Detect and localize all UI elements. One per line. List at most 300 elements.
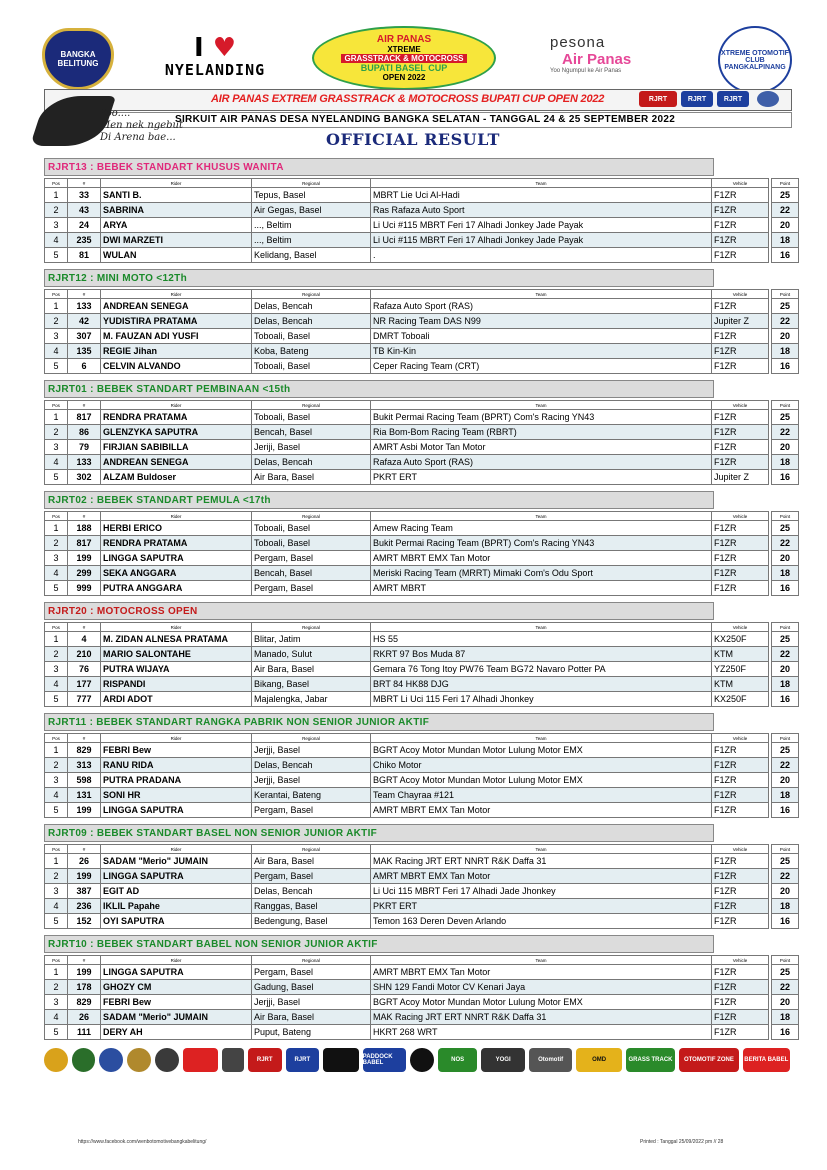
cell-pos: 5 — [45, 692, 68, 707]
cell-point: 25 — [772, 521, 799, 536]
table-row — [45, 788, 799, 803]
cell-num: 131 — [68, 788, 101, 803]
cell-vehicle: F1ZR — [712, 455, 769, 470]
cell-pos: 3 — [45, 551, 68, 566]
cell-point: 25 — [772, 632, 799, 647]
cell-team: Ria Bom-Bom Racing Team (RBRT) — [371, 425, 712, 440]
cell-team: Ceper Racing Team (CRT) — [371, 359, 712, 374]
class-section — [44, 269, 790, 374]
heart-icon: ♥ — [212, 33, 237, 63]
column-header-team: Team — [371, 734, 712, 743]
table-row — [45, 965, 799, 980]
cell-regional: Puput, Bateng — [252, 1025, 371, 1040]
cell-regional: Toboali, Basel — [252, 329, 371, 344]
table-row — [45, 329, 799, 344]
cell-point: 22 — [772, 758, 799, 773]
cell-pos: 1 — [45, 632, 68, 647]
cell-regional: Bikang, Basel — [252, 677, 371, 692]
cell-vehicle: F1ZR — [712, 521, 769, 536]
cell-pos: 2 — [45, 203, 68, 218]
cell-point: 18 — [772, 344, 799, 359]
results-table — [44, 400, 799, 485]
cell-num: 79 — [68, 440, 101, 455]
results-table — [44, 289, 799, 374]
column-header-regional: Regional — [252, 956, 371, 965]
cell-regional: Jerjji, Basel — [252, 743, 371, 758]
cell-point: 20 — [772, 218, 799, 233]
sponsor-strip — [44, 1046, 790, 1074]
table-header-row — [45, 845, 799, 854]
cell-vehicle: F1ZR — [712, 914, 769, 929]
column-header-vehicle: Vehicle — [712, 401, 769, 410]
column-header-pos: Pos — [45, 956, 68, 965]
cell-pos: 5 — [45, 359, 68, 374]
table-row — [45, 440, 799, 455]
cell-pos: 4 — [45, 1010, 68, 1025]
cell-rider: WULAN — [101, 248, 252, 263]
cell-vehicle: F1ZR — [712, 773, 769, 788]
cell-num: 817 — [68, 536, 101, 551]
cell-point: 18 — [772, 677, 799, 692]
cell-rider: EGIT AD — [101, 884, 252, 899]
cell-pos: 4 — [45, 566, 68, 581]
cell-num: 86 — [68, 425, 101, 440]
dragon-logo: Yoo.... Men nek ngebut Di Arena bae... — [38, 92, 188, 154]
cell-num: 4 — [68, 632, 101, 647]
class-title: RJRT12 : MINI MOTO <12Th — [44, 269, 714, 287]
cell-regional: Delas, Bencah — [252, 299, 371, 314]
footer-url[interactable]: https://www.facebook.com/wenbotomotivebangkabelitung/ — [78, 1139, 207, 1145]
cell-num: 133 — [68, 299, 101, 314]
column-header-rider: Rider — [101, 956, 252, 965]
cell-pos: 4 — [45, 233, 68, 248]
rjrt-badge: RJRT — [717, 91, 749, 107]
cell-rider: DERY AH — [101, 1025, 252, 1040]
table-row — [45, 884, 799, 899]
cell-vehicle: F1ZR — [712, 566, 769, 581]
cell-team: AMRT MBRT EMX Tan Motor — [371, 803, 712, 818]
cell-point: 22 — [772, 425, 799, 440]
cell-num: 829 — [68, 743, 101, 758]
sponsor-omd-logo: OMD — [576, 1048, 621, 1072]
cell-vehicle: F1ZR — [712, 203, 769, 218]
cell-regional: Air Bara, Basel — [252, 662, 371, 677]
class-title: RJRT02 : BEBEK STANDART PEMULA <17th — [44, 491, 714, 509]
cell-regional: Manado, Sulut — [252, 647, 371, 662]
cell-team: SHN 129 Fandi Motor CV Kenari Jaya — [371, 980, 712, 995]
cell-vehicle: F1ZR — [712, 359, 769, 374]
cell-point: 18 — [772, 566, 799, 581]
cell-team: Meriski Racing Team (MRRT) Mimaki Com's Odu Sport — [371, 566, 712, 581]
class-section — [44, 602, 790, 707]
cell-regional: Air Bara, Basel — [252, 1010, 371, 1025]
cell-num: 307 — [68, 329, 101, 344]
cell-pos: 5 — [45, 581, 68, 596]
cell-vehicle: F1ZR — [712, 980, 769, 995]
cell-rider: SADAM "Merio" JUMAIN — [101, 1010, 252, 1025]
cell-regional: Air Gegas, Basel — [252, 203, 371, 218]
column-header-pos: Pos — [45, 401, 68, 410]
cell-team: Rafaza Auto Sport (RAS) — [371, 299, 712, 314]
table-row — [45, 1025, 799, 1040]
cell-num: 299 — [68, 566, 101, 581]
cell-vehicle: F1ZR — [712, 899, 769, 914]
sponsor-rjrt-logo: RJRT — [248, 1048, 282, 1072]
column-header-rider: Rider — [101, 401, 252, 410]
cell-vehicle: F1ZR — [712, 188, 769, 203]
footer-print-info: Printed : Tanggal 25/09/2022 pm // 28 — [640, 1139, 724, 1145]
results-table — [44, 178, 799, 263]
cell-regional: ..., Beltim — [252, 218, 371, 233]
cell-team: Temon 163 Deren Deven Arlando — [371, 914, 712, 929]
cell-num: 817 — [68, 410, 101, 425]
table-row — [45, 677, 799, 692]
cell-pos: 2 — [45, 980, 68, 995]
table-row — [45, 359, 799, 374]
cell-regional: Toboali, Basel — [252, 521, 371, 536]
results-table — [44, 511, 799, 596]
column-header-team: Team — [371, 512, 712, 521]
sponsor-yogi-logo: YOGI — [481, 1048, 524, 1072]
column-header-regional: Regional — [252, 845, 371, 854]
cell-vehicle: KTM — [712, 647, 769, 662]
table-row — [45, 188, 799, 203]
cell-point: 25 — [772, 188, 799, 203]
cell-num: 152 — [68, 914, 101, 929]
column-header-team: Team — [371, 401, 712, 410]
cell-num: 43 — [68, 203, 101, 218]
cell-pos: 4 — [45, 455, 68, 470]
cell-rider: LINGGA SAPUTRA — [101, 551, 252, 566]
cell-pos: 1 — [45, 521, 68, 536]
cell-team: . — [371, 248, 712, 263]
cell-num: 76 — [68, 662, 101, 677]
cell-point: 22 — [772, 869, 799, 884]
cell-regional: Jeriji, Basel — [252, 440, 371, 455]
cell-point: 18 — [772, 788, 799, 803]
table-row — [45, 536, 799, 551]
i-love-nyelanding-logo: I ♥ NYELANDING — [164, 33, 266, 79]
cell-point: 20 — [772, 662, 799, 677]
cell-num: 199 — [68, 965, 101, 980]
sponsor-s-logo — [323, 1048, 359, 1072]
cell-point: 20 — [772, 884, 799, 899]
table-row — [45, 299, 799, 314]
cell-pos: 5 — [45, 914, 68, 929]
cell-pos: 4 — [45, 677, 68, 692]
cell-point: 25 — [772, 410, 799, 425]
cell-num: 302 — [68, 470, 101, 485]
cell-vehicle: F1ZR — [712, 425, 769, 440]
cell-point: 18 — [772, 455, 799, 470]
class-title: RJRT13 : BEBEK STANDART KHUSUS WANITA — [44, 158, 714, 176]
cell-num: 313 — [68, 758, 101, 773]
cell-pos: 3 — [45, 440, 68, 455]
class-title: RJRT09 : BEBEK STANDART BASEL NON SENIOR JUNIOR AKTIF — [44, 824, 714, 842]
cell-point: 20 — [772, 773, 799, 788]
cell-regional: Pergam, Basel — [252, 581, 371, 596]
table-row — [45, 647, 799, 662]
cell-regional: Pergam, Basel — [252, 965, 371, 980]
cell-regional: Kerantai, Bateng — [252, 788, 371, 803]
cell-regional: Delas, Bencah — [252, 884, 371, 899]
cell-vehicle: F1ZR — [712, 869, 769, 884]
cell-num: 387 — [68, 884, 101, 899]
cell-num: 199 — [68, 803, 101, 818]
class-section — [44, 380, 790, 485]
xtreme-otomotif-club-logo: XTREME OTOMOTIF CLUB PANGKALPINANG — [718, 26, 792, 94]
column-header-pos: Pos — [45, 179, 68, 188]
cell-point: 16 — [772, 359, 799, 374]
cell-pos: 3 — [45, 995, 68, 1010]
cell-team: Ras Rafaza Auto Sport — [371, 203, 712, 218]
cell-num: 210 — [68, 647, 101, 662]
cell-team: AMRT MBRT EMX Tan Motor — [371, 965, 712, 980]
cell-rider: ANDREAN SENEGA — [101, 299, 252, 314]
table-row — [45, 410, 799, 425]
cell-team: AMRT Asbi Motor Tan Motor — [371, 440, 712, 455]
column-header-point: Point — [772, 734, 799, 743]
sponsor-round-logo — [410, 1048, 434, 1072]
cell-vehicle: F1ZR — [712, 581, 769, 596]
cell-rider: ALZAM Buldoser — [101, 470, 252, 485]
cell-rider: GLENZYKA SAPUTRA — [101, 425, 252, 440]
cell-vehicle: KX250F — [712, 692, 769, 707]
cell-num: 598 — [68, 773, 101, 788]
table-header-row — [45, 734, 799, 743]
cell-vehicle: KTM — [712, 677, 769, 692]
cell-team: MAK Racing JRT ERT NNRT R&K Daffa 31 — [371, 854, 712, 869]
table-row — [45, 566, 799, 581]
cell-rider: DWI MARZETI — [101, 233, 252, 248]
cell-regional: Toboali, Basel — [252, 410, 371, 425]
class-title: RJRT20 : MOTOCROSS OPEN — [44, 602, 714, 620]
table-row — [45, 344, 799, 359]
table-row — [45, 692, 799, 707]
sponsor-nos-logo: NOS — [438, 1048, 478, 1072]
cell-vehicle: Jupiter Z — [712, 470, 769, 485]
cell-vehicle: F1ZR — [712, 248, 769, 263]
cell-rider: ARDI ADOT — [101, 692, 252, 707]
cell-team: AMRT MBRT EMX Tan Motor — [371, 551, 712, 566]
cell-team: AMRT MBRT — [371, 581, 712, 596]
cell-regional: Air Bara, Basel — [252, 470, 371, 485]
cell-pos: 2 — [45, 758, 68, 773]
cell-vehicle: F1ZR — [712, 1010, 769, 1025]
cell-rider: SONI HR — [101, 788, 252, 803]
cell-team: AMRT MBRT EMX Tan Motor — [371, 869, 712, 884]
cell-regional: Delas, Bencah — [252, 314, 371, 329]
column-header-point: Point — [772, 179, 799, 188]
column-header-vehicle: Vehicle — [712, 956, 769, 965]
cell-vehicle: F1ZR — [712, 299, 769, 314]
table-row — [45, 803, 799, 818]
column-header-regional: Regional — [252, 512, 371, 521]
table-row — [45, 1010, 799, 1025]
cell-rider: RENDRA PRATAMA — [101, 536, 252, 551]
cell-rider: RENDRA PRATAMA — [101, 410, 252, 425]
cell-rider: IKLIL Papahe — [101, 899, 252, 914]
cell-rider: ARYA — [101, 218, 252, 233]
column-header-point: Point — [772, 290, 799, 299]
column-header-num: # — [68, 623, 101, 632]
table-row — [45, 233, 799, 248]
cell-point: 22 — [772, 314, 799, 329]
column-header-point: Point — [772, 956, 799, 965]
table-row — [45, 521, 799, 536]
results-table — [44, 733, 799, 818]
header-logos — [40, 22, 792, 90]
cell-num: 42 — [68, 314, 101, 329]
cell-num: 6 — [68, 359, 101, 374]
province-emblem-icon — [99, 1048, 123, 1072]
cell-vehicle: F1ZR — [712, 536, 769, 551]
regency-badge-logo: BANGKA BELITUNG — [42, 28, 114, 90]
cell-rider: FIRJIAN SABIBILLA — [101, 440, 252, 455]
cell-rider: FEBRI Bew — [101, 995, 252, 1010]
cell-num: 199 — [68, 551, 101, 566]
cell-vehicle: F1ZR — [712, 854, 769, 869]
cell-team: RKRT 97 Bos Muda 87 — [371, 647, 712, 662]
cell-rider: M. ZIDAN ALNESA PRATAMA — [101, 632, 252, 647]
cell-pos: 1 — [45, 410, 68, 425]
cell-team: MBRT Lie Uci Al-Hadi — [371, 188, 712, 203]
cell-team: HS 55 — [371, 632, 712, 647]
column-header-vehicle: Vehicle — [712, 179, 769, 188]
cell-point: 25 — [772, 743, 799, 758]
event-title: AIR PANAS EXTREM GRASSTRACK & MOTOCROSS BUPATI CUP OPEN 2022 — [211, 93, 605, 105]
cell-team: BGRT Acoy Motor Mundan Motor Lulung Motor EMX — [371, 773, 712, 788]
table-row — [45, 551, 799, 566]
rjrt-badge: RJRT — [681, 91, 713, 107]
cell-num: 999 — [68, 581, 101, 596]
cell-regional: Jerjji, Basel — [252, 995, 371, 1010]
cell-vehicle: Jupiter Z — [712, 314, 769, 329]
cell-rider: SABRINA — [101, 203, 252, 218]
cell-num: 24 — [68, 218, 101, 233]
official-result-heading: OFFICIAL RESULT — [326, 130, 500, 149]
cell-point: 16 — [772, 248, 799, 263]
cell-pos: 5 — [45, 1025, 68, 1040]
cell-pos: 5 — [45, 803, 68, 818]
police-emblem-icon — [44, 1048, 68, 1072]
cell-point: 25 — [772, 299, 799, 314]
cell-rider: SEKA ANGGARA — [101, 566, 252, 581]
cell-team: Bukit Permai Racing Team (BPRT) Com's Racing YN43 — [371, 536, 712, 551]
table-header-row — [45, 512, 799, 521]
cell-team: BGRT Acoy Motor Mundan Motor Lulung Motor EMX — [371, 743, 712, 758]
cell-rider: M. FAUZAN ADI YUSFI — [101, 329, 252, 344]
cell-point: 16 — [772, 692, 799, 707]
cell-vehicle: YZ250F — [712, 662, 769, 677]
sponsor-otomotif-zone-logo: OTOMOTIF ZONE — [679, 1048, 738, 1072]
cell-num: 829 — [68, 995, 101, 1010]
column-header-vehicle: Vehicle — [712, 512, 769, 521]
cell-team: MBRT Li Uci 115 Feri 17 Alhadi Jhonkey — [371, 692, 712, 707]
cell-regional: Pergam, Basel — [252, 869, 371, 884]
cell-point: 25 — [772, 965, 799, 980]
cell-vehicle: F1ZR — [712, 884, 769, 899]
sponsor-grasstrack-logo: GRASS TRACK — [626, 1048, 675, 1072]
cell-team: TB Kin-Kin — [371, 344, 712, 359]
column-header-rider: Rider — [101, 179, 252, 188]
cell-regional: Air Bara, Basel — [252, 854, 371, 869]
column-header-regional: Regional — [252, 179, 371, 188]
column-header-team: Team — [371, 290, 712, 299]
cell-vehicle: F1ZR — [712, 803, 769, 818]
cell-regional: Toboali, Basel — [252, 536, 371, 551]
cell-rider: LINGGA SAPUTRA — [101, 869, 252, 884]
rider-silhouette-icon — [222, 1048, 244, 1072]
class-section — [44, 824, 790, 929]
cell-rider: PUTRA WIJAYA — [101, 662, 252, 677]
results-table — [44, 622, 799, 707]
column-header-rider: Rider — [101, 734, 252, 743]
column-header-num: # — [68, 512, 101, 521]
table-row — [45, 899, 799, 914]
results-table — [44, 844, 799, 929]
column-header-rider: Rider — [101, 845, 252, 854]
cell-vehicle: F1ZR — [712, 788, 769, 803]
venue-subtitle: SIRKUIT AIR PANAS DESA NYELANDING BANGKA SELATAN - TANGGAL 24 & 25 SEPTEMBER 2022 — [175, 114, 676, 125]
cell-regional: Tepus, Basel — [252, 188, 371, 203]
column-header-num: # — [68, 734, 101, 743]
column-header-rider: Rider — [101, 512, 252, 521]
cell-vehicle: F1ZR — [712, 344, 769, 359]
cell-vehicle: F1ZR — [712, 440, 769, 455]
column-header-num: # — [68, 179, 101, 188]
cell-team: PKRT ERT — [371, 470, 712, 485]
cell-regional: Ranggas, Basel — [252, 899, 371, 914]
column-header-pos: Pos — [45, 290, 68, 299]
cell-rider: CELVIN ALVANDO — [101, 359, 252, 374]
cell-num: 135 — [68, 344, 101, 359]
cell-vehicle: F1ZR — [712, 965, 769, 980]
cell-num: 236 — [68, 899, 101, 914]
sponsor-otomotif-logo: Otomotif — [529, 1048, 572, 1072]
table-header-row — [45, 179, 799, 188]
cell-num: 199 — [68, 869, 101, 884]
cell-vehicle: F1ZR — [712, 410, 769, 425]
cell-regional: Jerjji, Basel — [252, 773, 371, 788]
column-header-regional: Regional — [252, 290, 371, 299]
cell-point: 20 — [772, 440, 799, 455]
cell-num: 33 — [68, 188, 101, 203]
cell-regional: Blitar, Jatim — [252, 632, 371, 647]
cell-team: Rafaza Auto Sport (RAS) — [371, 455, 712, 470]
column-header-vehicle: Vehicle — [712, 290, 769, 299]
cell-team: Li Uci #115 MBRT Feri 17 Alhadi Jonkey Jade Payak — [371, 218, 712, 233]
cell-point: 16 — [772, 1025, 799, 1040]
cell-regional: Kelidang, Basel — [252, 248, 371, 263]
cell-pos: 3 — [45, 662, 68, 677]
cell-num: 111 — [68, 1025, 101, 1040]
cell-point: 20 — [772, 329, 799, 344]
cell-rider: REGIE Jihan — [101, 344, 252, 359]
table-header-row — [45, 401, 799, 410]
cell-pos: 5 — [45, 470, 68, 485]
column-header-num: # — [68, 845, 101, 854]
column-header-pos: Pos — [45, 734, 68, 743]
cell-regional: Pergam, Basel — [252, 551, 371, 566]
cell-pos: 3 — [45, 884, 68, 899]
club-emblem-icon — [127, 1048, 151, 1072]
cell-team: Li Uci #115 MBRT Feri 17 Alhadi Jonkey Jade Payak — [371, 233, 712, 248]
cell-team: PKRT ERT — [371, 899, 712, 914]
racing-team-logo — [183, 1048, 219, 1072]
cell-point: 18 — [772, 1010, 799, 1025]
cell-regional: Majalengka, Jabar — [252, 692, 371, 707]
